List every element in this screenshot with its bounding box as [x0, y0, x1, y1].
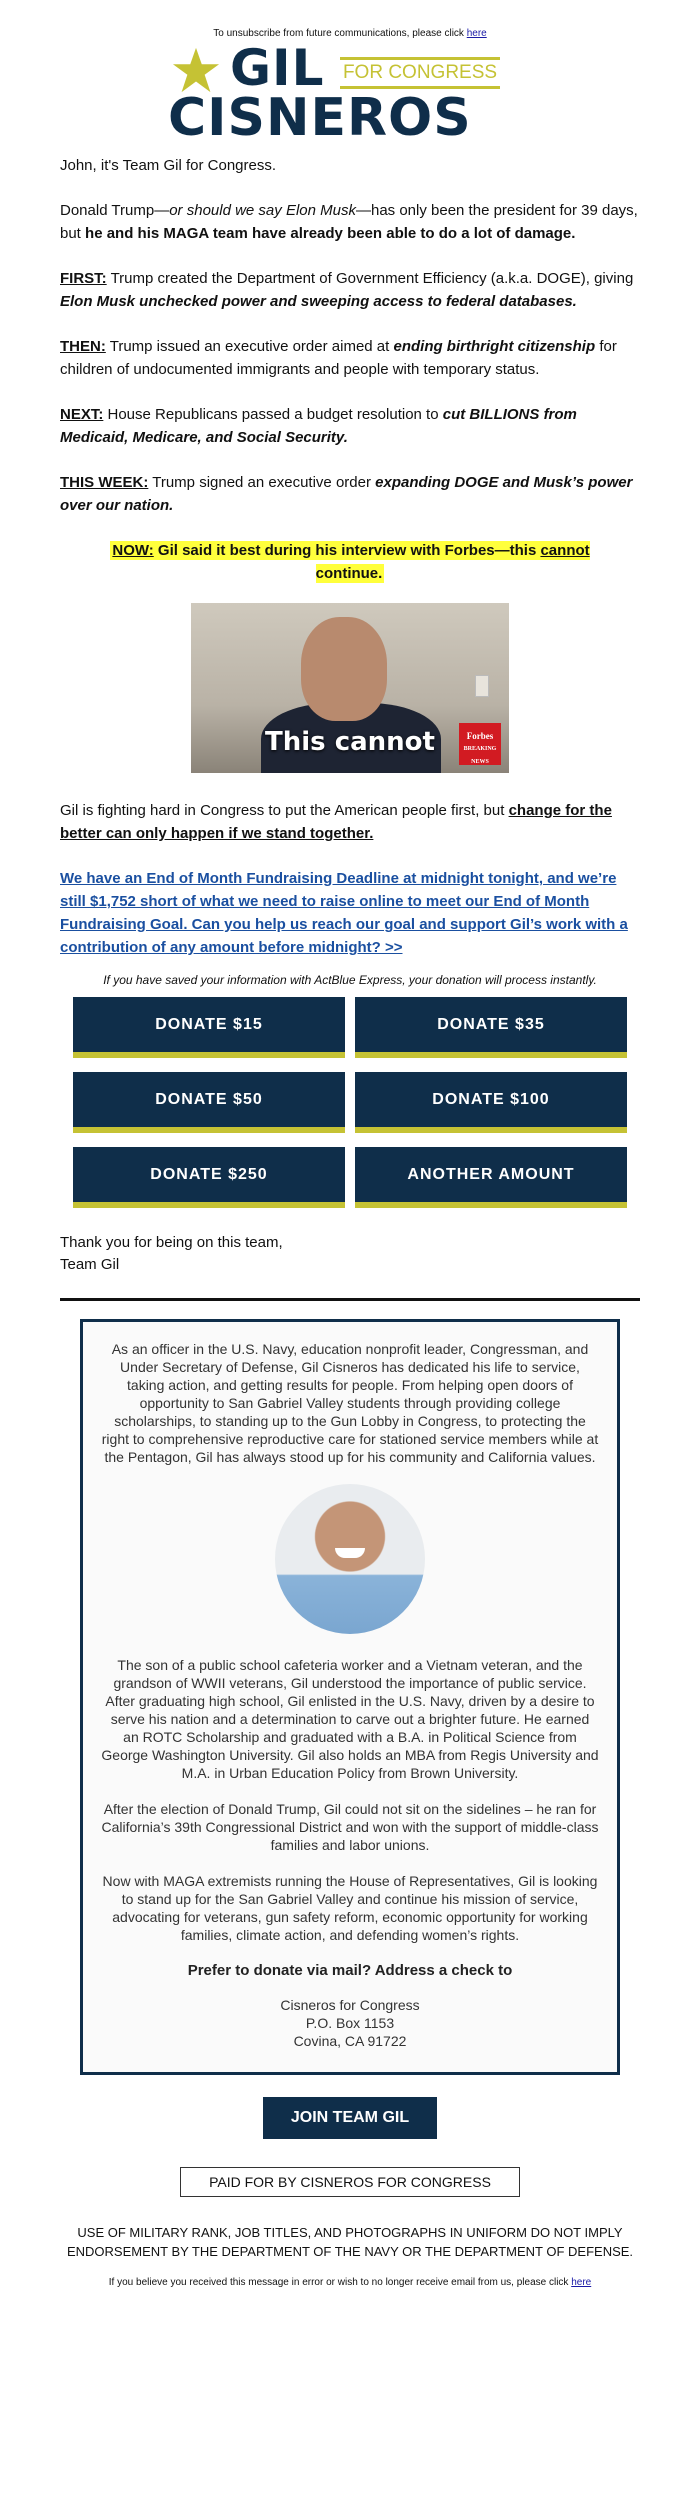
bio-paragraph-4: Now with MAGA extremists running the House of Representatives, Gil is looking to stand up for the San Gabriel Valley and continue his mission of service, advocating for veterans, gun safety reform, economic opportunity for working families, climate action, and defending women’s rights.: [102, 1873, 598, 1943]
fundraising-link[interactable]: We have an End of Month Fundraising Deadline at midnight tonight, and we’re still $1,752 short of what we need to raise online to meet our End of Month Fundraising Goal. Can you help us reach our goal and support Gil’s work with a contribution of any amount before midnight? >>: [60, 870, 628, 956]
unsubscribe-note: [60, 0, 640, 44]
signoff-name: Team Gil: [60, 1256, 120, 1273]
military-disclaimer: USE OF MILITARY RANK, JOB TITLES, AND PHOTOGRAPHS IN UNIFORM DO NOT IMPLY ENDORSEMENT BY THE DEPARTMENT OF THE NAVY OR THE DEPARTMENT OF DEFENSE.: [66, 2225, 634, 2259]
candidate-photo: [275, 1484, 425, 1634]
item-next-label: NEXT:: [60, 406, 104, 423]
campaign-logo: [160, 39, 540, 154]
logo-last-name: CISNEROS: [168, 88, 472, 148]
item-first: [60, 267, 640, 313]
item-next: [60, 403, 640, 449]
now-end: continue.: [315, 565, 383, 582]
address-line-2: P.O. Box 1153: [305, 2015, 395, 2031]
item-week-emphasis: expanding DOGE and Musk’s power over our nation.: [60, 474, 633, 514]
mailing-address: [101, 1996, 599, 2050]
bio-paragraph-2: The son of a public school cafeteria worker and a Vietnam veteran, and the grandson of WWII veterans, Gil understood the importance of public service. After graduating high school, Gil enlisted in the U.S. Navy, driven by a desire to serve his nation and a determination to carve out a brighter future. He earned an ROTC Scholarship and graduated with a B.A. in Political Science from George Washington University. Gil also holds an MBA from Regis University and M.A. in Urban Education Policy from Brown University.: [101, 1657, 599, 1781]
item-week-text: Trump signed an executive order: [148, 474, 376, 491]
fighting-paragraph: [60, 799, 640, 845]
footer-note: [60, 2277, 640, 2288]
donate-15-button[interactable]: DONATE $15: [73, 997, 345, 1058]
forbes-badge-name: Forbes: [466, 731, 494, 741]
bio-box: [80, 1319, 620, 2075]
item-then-text: Trump issued an executive order aimed at: [105, 338, 394, 355]
greeting: John, it's Team Gil for Congress.: [60, 157, 277, 174]
wall-switch: [475, 675, 489, 697]
divider: [60, 1298, 640, 1301]
star-icon: [172, 46, 220, 94]
paid-for-disclosure: PAID FOR BY CISNEROS FOR CONGRESS: [180, 2167, 520, 2197]
logo-tagline-text: FOR CONGRESS: [342, 62, 498, 83]
interview-video-thumbnail[interactable]: [191, 603, 509, 773]
item-first-text: Trump created the Department of Government Efficiency (a.k.a. DOGE), giving: [106, 270, 634, 287]
unsubscribe-link[interactable]: here: [466, 28, 487, 39]
item-then: [60, 335, 640, 381]
join-team-button[interactable]: JOIN TEAM GIL: [263, 2097, 437, 2139]
signoff-line: Thank you for being on this team,: [60, 1234, 283, 1251]
fighting-text: Gil is fighting hard in Congress to put the American people first, but: [60, 802, 509, 819]
bio-paragraph-3: After the election of Donald Trump, Gil could not sit on the sidelines – he ran for California’s 39th Congressional District and won with the support of middle-class families and labor unions.: [101, 1801, 599, 1853]
footer-text: If you believe you received this message in error or wish to no longer receive email from us, please click: [108, 2277, 572, 2288]
now-label: NOW:: [112, 542, 154, 559]
donate-other-amount-button[interactable]: ANOTHER AMOUNT: [355, 1147, 627, 1208]
address-line-1: Cisneros for Congress: [280, 1997, 420, 2013]
video-caption: This cannot: [265, 727, 435, 757]
fighting-emphasis: change for the better can only happen if we stand together.: [60, 802, 612, 842]
item-week-label: THIS WEEK:: [60, 474, 149, 491]
intro-emphasis: or should we say Elon Musk: [169, 202, 356, 219]
bio-paragraph-1: As an officer in the U.S. Navy, education nonprofit leader, Congressman, and Under Secretary of Defense, Gil Cisneros has dedicated his life to service, taking action, and getting results for people. From helping open doors of opportunity to San Gabriel Valley students through providing college scholarships, to standing up to the Gun Lobby in Congress, to protecting the right to comprehensive reproductive care for stationed service members while at the Pentagon, Gil has always stood up for his community and California values.: [101, 1341, 599, 1465]
mail-donation-heading: Prefer to donate via mail? Address a check to: [187, 1962, 513, 1979]
donate-100-button[interactable]: DONATE $100: [355, 1072, 627, 1133]
donate-35-button[interactable]: DONATE $35: [355, 997, 627, 1058]
now-text: Gil said it best during his interview with Forbes—this: [153, 542, 541, 559]
fundraising-paragraph: [60, 867, 640, 959]
donate-250-button[interactable]: DONATE $250: [73, 1147, 345, 1208]
now-underlined: cannot: [540, 542, 590, 559]
item-next-text: House Republicans passed a budget resolution to: [103, 406, 443, 423]
logo-first-name: GIL: [230, 39, 325, 97]
donate-button-grid: [60, 997, 640, 1208]
intro-paragraph: [60, 199, 640, 245]
donate-50-button[interactable]: DONATE $50: [73, 1072, 345, 1133]
footer-unsubscribe-link[interactable]: here: [571, 2277, 592, 2288]
intro-text-a: Donald Trump—: [60, 202, 170, 219]
intro-bold: he and his MAGA team have already been able to do a lot of damage.: [85, 225, 576, 242]
item-then-label: THEN:: [60, 338, 106, 355]
item-then-emphasis: ending birthright citizenship: [393, 338, 596, 355]
actblue-note: If you have saved your information with ActBlue Express, your donation will process instantly.: [103, 973, 597, 987]
address-line-3: Covina, CA 91722: [293, 2033, 407, 2049]
item-then-tail: for children of undocumented immigrants and people with temporary status.: [60, 338, 617, 378]
item-next-emphasis: cut BILLIONS from Medicaid, Medicare, and Social Security.: [60, 406, 577, 446]
forbes-badge-sub: BREAKING NEWS: [463, 746, 497, 765]
signoff: [60, 1232, 640, 1276]
intro-text-b: —has only been the president for 39 days, but: [60, 202, 638, 242]
speaker-face: [301, 617, 387, 721]
item-first-emphasis: Elon Musk unchecked power and sweeping access to federal databases.: [60, 293, 577, 310]
item-this-week: [60, 471, 640, 517]
item-first-label: FIRST:: [60, 270, 107, 287]
now-callout: [60, 539, 640, 585]
unsubscribe-text: To unsubscribe from future communications, please click: [213, 28, 467, 39]
forbes-badge: [459, 723, 501, 765]
logo-tagline: [340, 54, 500, 92]
